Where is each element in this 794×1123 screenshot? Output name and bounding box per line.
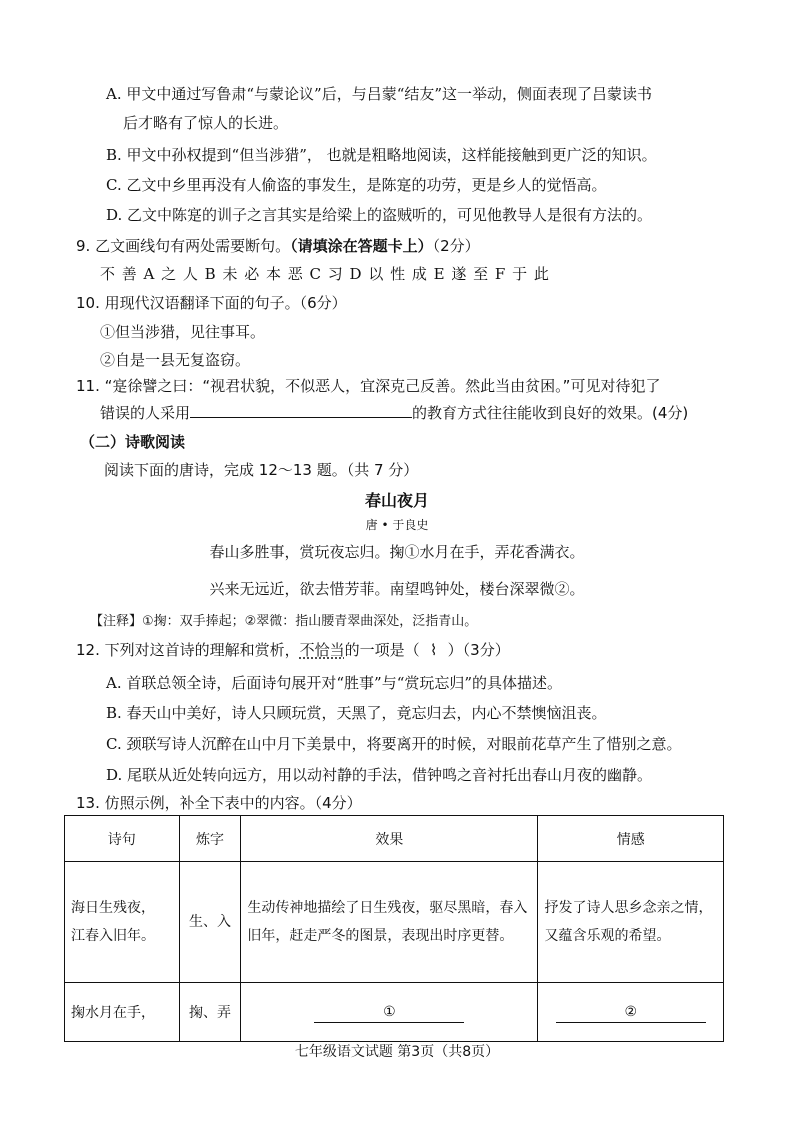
example-chars-cell: 生、入	[179, 862, 241, 983]
example-poem-line-2: 江春入旧年。	[71, 928, 155, 944]
example-emotion-cell: 抒发了诗人思乡念亲之情，又蕴含乐观的希望。	[538, 862, 724, 983]
q8-option-c: C. 乙文中乡里再没有人偷盗的事发生，是陈寔的功劳，更是乡人的觉悟高。	[106, 176, 607, 194]
poem-author: 唐 • 于良史	[365, 518, 429, 532]
table-row	[65, 862, 724, 983]
effect-answer-cell	[241, 983, 538, 1042]
q9-stem	[76, 236, 480, 256]
q12-option-a: A. 首联总领全诗，后面诗句展开对“胜事”与“赏玩忘归”的具体描述。	[106, 674, 563, 692]
poem-line-1: 春山多胜事，赏玩夜忘归。掬①水月在手，弄花香满衣。	[209, 543, 585, 561]
q8-option-a-line2: 后才略有了惊人的长进。	[123, 114, 289, 132]
q11-suffix: 的教育方式往往能收到良好的效果。(4分)	[412, 404, 689, 422]
effect-answer-blank[interactable]: ①	[314, 1002, 464, 1023]
q8-option-a-line1: A. 甲文中通过写鲁肃“与蒙论议”后，与吕蒙“结友”这一举动，侧面表现了吕蒙读书	[106, 85, 653, 103]
q8-option-b: B. 甲文中孙权提到“但当涉猎”， 也就是粗略地阅读，这样能接触到更广泛的知识。	[106, 146, 657, 164]
q12-stem-prefix: 12. 下列对这首诗的理解和赏析，	[76, 641, 300, 659]
q9-stem-instruction: （请填涂在答题卡上）	[290, 237, 433, 255]
q10-stem: 10. 用现代汉语翻译下面的句子。（6分）	[76, 294, 347, 312]
q12-option-c: C. 颈联写诗人沉醉在山中月下美景中，将要离开的时候，对眼前花草产生了惜别之意。	[106, 735, 682, 753]
q12-stem	[76, 640, 510, 660]
q12-stem-emphasis: 不恰当	[299, 641, 345, 659]
section-heading: （二）诗歌阅读	[80, 433, 186, 451]
section-intro: 阅读下面的唐诗，完成 12～13 题。（共 7 分）	[104, 461, 419, 479]
q10-sentence-2: ②自是一县无复盗窃。	[100, 351, 251, 369]
header-poem-line: 诗句	[65, 816, 180, 862]
q13-table	[64, 815, 724, 1042]
poem-annotation: 【注释】①掬：双手捧起；②翠微：指山腰青翠曲深处，泛指青山。	[90, 614, 478, 629]
header-emotion: 情感	[538, 816, 724, 862]
page-footer: 七年级语文试题 第3页（共8页）	[294, 1044, 500, 1060]
q11-line2	[100, 403, 688, 423]
target-poem-cell: 掬水月在手，	[65, 983, 180, 1042]
q10-sentence-1: ①但当涉猎，见往事耳。	[100, 323, 266, 341]
q12-option-b: B. 春天山中美好，诗人只顾玩赏，天黑了，竟忘归去，内心不禁懊恼沮丧。	[106, 704, 607, 722]
q9-score: （2分）	[432, 237, 480, 255]
emotion-answer-blank[interactable]: ②	[556, 1002, 706, 1023]
q13-stem: 13. 仿照示例，补全下表中的内容。（4分）	[76, 794, 362, 812]
target-chars-cell: 掬、弄	[179, 983, 241, 1042]
q11-answer-blank[interactable]	[190, 403, 412, 418]
table-header-row	[65, 816, 724, 862]
header-effect: 效果	[241, 816, 538, 862]
table-row	[65, 983, 724, 1042]
text-cursor-icon: ⌇	[429, 641, 438, 659]
q12-stem-end: ）（3分）	[447, 641, 510, 659]
q12-option-d: D. 尾联从近处转向远方，用以动衬静的手法，借钟鸣之音衬托出春山月夜的幽静。	[106, 766, 653, 784]
q11-line1: 11. “寔徐譬之曰：“视君状貌，不似恶人，宜深克己反善。然此当由贫困。”可见对待犯了	[76, 377, 661, 395]
example-effect-cell: 生动传神地描绘了日生残夜，驱尽黑暗，春入旧年，赶走严冬的图景，表现出时序更替。	[241, 862, 538, 983]
q9-sentence: 不 善 A 之 人 B 未 必 本 恶 C 习 D 以 性 成 E 遂 至 F 于 此	[100, 265, 550, 283]
emotion-answer-cell	[538, 983, 724, 1042]
header-word-choice: 炼字	[179, 816, 241, 862]
q11-prefix: 错误的人采用	[100, 404, 191, 422]
poem-line-2: 兴来无远近，欲去惜芳菲。南望鸣钟处，楼台深翠微②。	[209, 580, 585, 598]
example-poem-line-1: 海日生残夜，	[71, 900, 155, 916]
poem-title: 春山夜月	[364, 491, 429, 510]
q8-option-d: D. 乙文中陈寔的训子之言其实是给梁上的盗贼听的，可见他教导人是很有方法的。	[106, 206, 653, 224]
q9-stem-prefix: 9. 乙文画线句有两处需要断句。	[76, 237, 291, 255]
example-poem-cell	[65, 862, 180, 983]
q12-stem-suffix: 的一项是（	[344, 641, 420, 659]
